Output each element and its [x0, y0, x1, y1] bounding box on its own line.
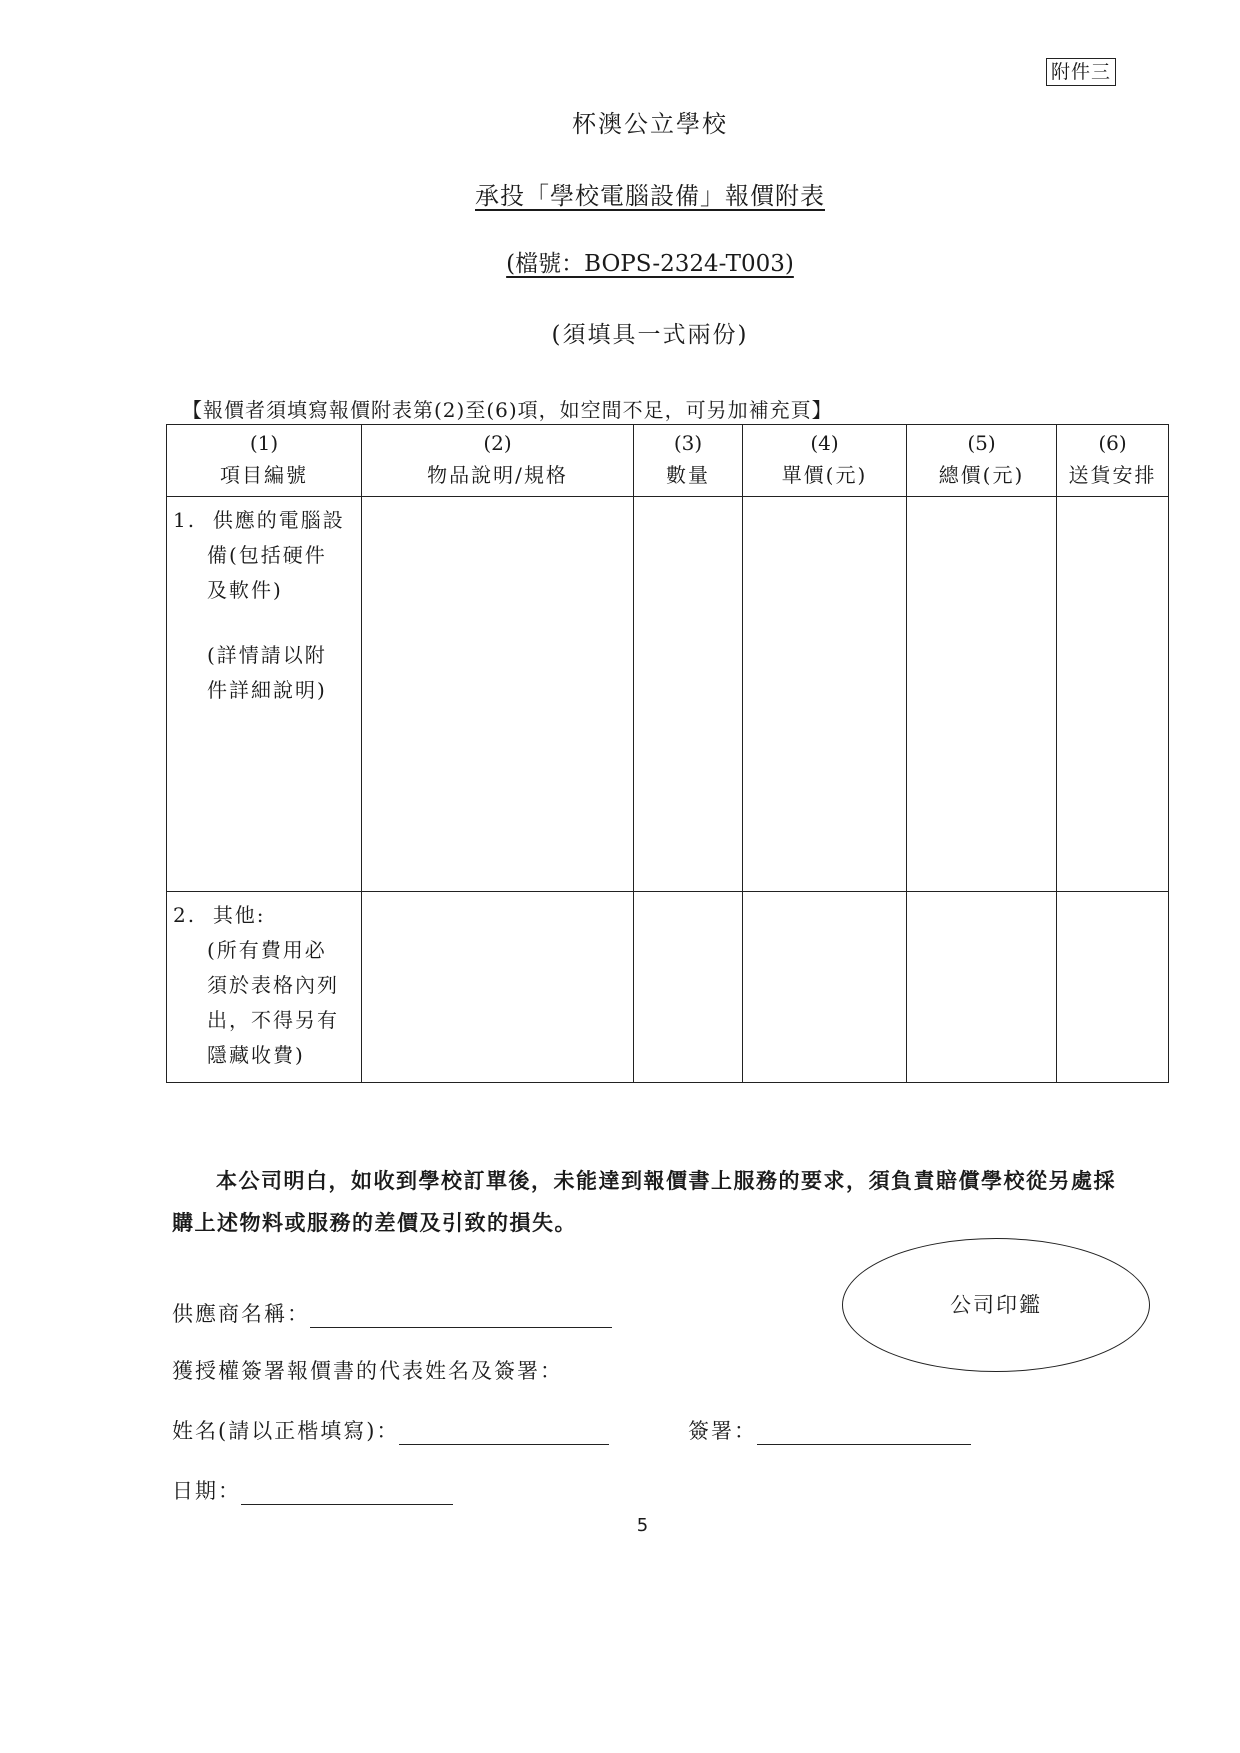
- total-price-cell-2[interactable]: [907, 892, 1057, 1083]
- supplier-name-row: [172, 1298, 612, 1328]
- quantity-cell-2[interactable]: [634, 892, 743, 1083]
- date-input[interactable]: [241, 1480, 453, 1505]
- supplier-name-input[interactable]: [310, 1303, 612, 1328]
- signature-input[interactable]: [757, 1420, 971, 1445]
- header-item-number: (1) 項目編號: [167, 425, 362, 497]
- annex-label: 附件三: [1046, 58, 1116, 86]
- copies-note: (須填具一式兩份): [551, 322, 749, 348]
- name-input[interactable]: [399, 1420, 609, 1445]
- unit-price-cell-1[interactable]: [743, 497, 907, 892]
- delivery-cell-1[interactable]: [1057, 497, 1169, 892]
- name-label: 姓名(請以正楷填寫)：: [172, 1419, 400, 1443]
- name-row: [172, 1415, 609, 1445]
- delivery-cell-2[interactable]: [1057, 892, 1169, 1083]
- date-row: [172, 1475, 453, 1505]
- liability-statement: 本公司明白，如收到學校訂單後，未能達到報價書上服務的要求，須負責賠償學校從另處採購上述物料或服務的差價及引致的損失。: [172, 1168, 1116, 1235]
- header-quantity: (3) 數量: [634, 425, 743, 497]
- header-unit-price: (4) 單價(元): [743, 425, 907, 497]
- table-row: [167, 497, 1169, 892]
- form-title: 承投「學校電腦設備」報價附表: [475, 182, 825, 210]
- quotation-table: [166, 424, 1169, 1083]
- table-header-row: [167, 425, 1169, 497]
- header-delivery: (6) 送貨安排: [1057, 425, 1169, 497]
- date-label: 日期：: [172, 1479, 241, 1503]
- description-cell-2[interactable]: [362, 892, 634, 1083]
- description-cell-1[interactable]: [362, 497, 634, 892]
- table-note: 【報價者須填寫報價附表第(2)至(6)項，如空間不足，可另加補充頁】: [182, 398, 833, 422]
- item-cell-1: 1. 供應的電腦設 備(包括硬件 及軟件) (詳情請以附 件詳細說明): [167, 497, 362, 892]
- authorized-rep-label: 獲授權簽署報價書的代表姓名及簽署：: [172, 1359, 563, 1383]
- signature-label: 簽署：: [688, 1419, 757, 1443]
- unit-price-cell-2[interactable]: [743, 892, 907, 1083]
- quantity-cell-1[interactable]: [634, 497, 743, 892]
- table-row: [167, 892, 1169, 1083]
- total-price-cell-1[interactable]: [907, 497, 1057, 892]
- header-description: (2) 物品說明/規格: [362, 425, 634, 497]
- header-total-price: (5) 總價(元): [907, 425, 1057, 497]
- school-name: 杯澳公立學校: [572, 110, 728, 138]
- item-cell-2: 2. 其他: (所有費用必 須於表格內列 出，不得另有 隱藏收費): [167, 892, 362, 1083]
- company-seal-area[interactable]: 公司印鑑: [842, 1238, 1150, 1372]
- page-number: 5: [636, 1515, 649, 1536]
- signature-row: [688, 1415, 971, 1445]
- supplier-name-label: 供應商名稱：: [172, 1302, 310, 1326]
- file-number: (檔號：BOPS-2324-T003): [506, 251, 794, 277]
